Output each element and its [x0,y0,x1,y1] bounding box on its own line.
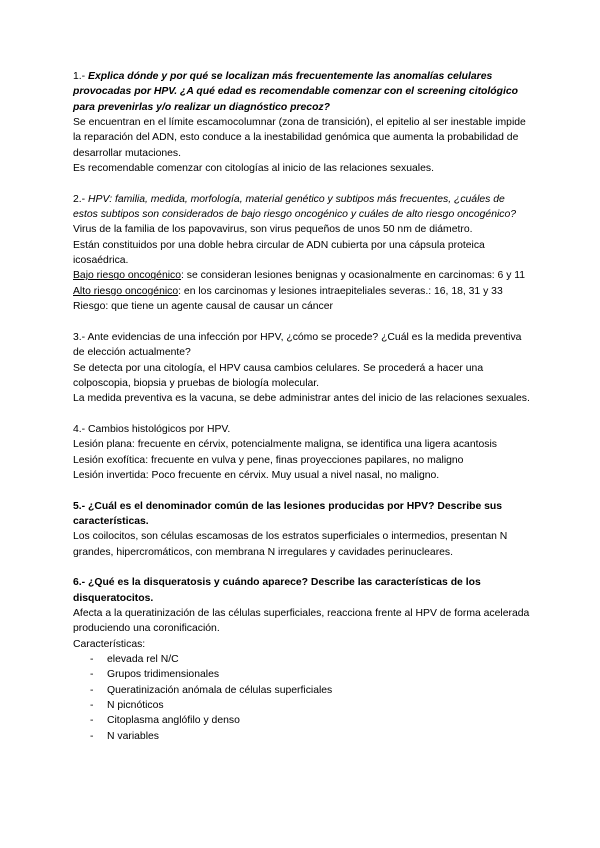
list-item [90,729,530,744]
question-2 [73,192,530,223]
list-item [90,652,530,667]
low-risk-label: Bajo riesgo oncogénico [73,270,182,282]
answer-1-paragraph-1: Se encuentran en el límite escamocolumnar (zona de transición), el epitelio al ser inestable impide la reparación del ADN, esto conduce a la inestabilidad genómica que aumenta la probabilidad de desarrollar mutaciones. [73,117,526,159]
list-item-text: N variables [107,730,159,742]
question-section-5 [73,499,530,560]
risk-definition: Riesgo: que tiene un agente causal de causar un cáncer [73,301,333,313]
question-number-6: 6.- [73,577,89,589]
question-section-2 [73,192,530,315]
list-bullet: - [90,715,94,727]
list-item [90,667,530,682]
list-item-text: Grupos tridimensionales [107,669,220,681]
question-number-2: 2.- [73,193,89,205]
high-risk-label: Alto riesgo oncogénico [73,285,179,297]
low-risk-line [73,268,530,283]
question-section-6 [73,575,530,744]
question-4 [73,422,530,437]
answer-6-paragraph-2: Características: [73,638,146,650]
answer-3-paragraph-2: La medida preventiva es la vacuna, se debe administrar antes del inicio de las relaciones sexuales. [73,393,530,405]
question-text-2: HPV: familia, medida, morfología, material genético y subtipos más frecuentes, ¿cuáles de estos subtipos son considerados de bajo riesgo oncogénico y cuáles de alto riesgo oncogénico? [73,193,517,221]
list-item-text: N picnóticos [107,700,164,712]
list-item-text: Citoplasma anglófilo y denso [107,715,240,727]
list-item-text: elevada rel N/C [107,654,179,666]
list-bullet: - [90,684,94,696]
question-section-3 [73,330,530,407]
low-risk-text: : se consideran lesiones benignas y ocasionalmente en carcinomas: 6 y 11 [181,270,526,282]
list-item [90,698,530,713]
list-bullet: - [90,654,94,666]
question-number-4: 4.- [73,423,89,435]
characteristics-list [73,652,530,744]
answer-4-paragraph-3: Lesión invertida: Poco frecuente en cérvix. Muy usual a nivel nasal, no maligno. [73,469,440,481]
answer-5-paragraph-1: Los coilocitos, son células escamosas de los estratos superficiales o intermedios, presentan N grandes, hipercromáticos, con membrana N irregulares y cavidades perinucleares. [73,531,508,558]
list-item-text: Queratinización anómala de células superficiales [107,684,333,696]
answer-4-paragraph-2: Lesión exofítica: frecuente en vulva y pene, finas proyecciones papilares, no maligno [73,454,464,466]
question-number-1: 1.- [73,71,89,82]
question-6 [73,575,530,606]
list-bullet: - [90,669,94,681]
list-item [90,713,530,728]
high-risk-line [73,284,530,299]
question-5 [73,499,530,530]
question-text-5: ¿Cuál es el denominador común de las lesiones producidas por HPV? Describe sus características. [73,500,503,527]
answer-3-paragraph-1: Se detecta por una citología, el HPV causa cambios celulares. Se procederá a hacer una colposcopia, biopsia y pruebas de biología molecular. [73,362,484,389]
question-number-3: 3.- [73,331,88,343]
question-1 [73,69,530,115]
list-bullet: - [90,730,94,742]
answer-6-paragraph-1: Afecta a la queratinización de las células superficiales, reacciona frente al HPV de forma acelerada produciendo una coronificación. [73,608,530,635]
answer-2-paragraph-1: Virus de la familia de los papovavirus, son virus pequeños de unos 50 nm de diámetro. [73,224,473,236]
question-text-4: Cambios histológicos por HPV. [88,423,231,435]
answer-1-paragraph-2: Es recomendable comenzar con citologías al inicio de las relaciones sexuales. [73,163,434,175]
question-section-4 [73,422,530,483]
question-3 [73,330,530,361]
list-item [90,683,530,698]
answer-4-paragraph-1: Lesión plana: frecuente en cérvix, potencialmente maligna, se identifica una ligera acantosis [73,439,497,451]
answer-2-paragraph-2: Están constituidos por una doble hebra circular de ADN cubierta por una cápsula proteica icosaédrica. [73,239,485,267]
high-risk-text: : en los carcinomas y lesiones intraepiteliales severas.: 16, 18, 31 y 33 [178,285,503,297]
question-text-3: Ante evidencias de una infección por HPV, ¿cómo se procede? ¿Cuál es la medida preventiva de elección actualmente? [73,331,522,359]
list-bullet: - [90,700,94,712]
question-text-1: Explica dónde y por qué se localizan más frecuentemente las anomalías celulares provocadas por HPV. ¿A qué edad es recomendable comenzar con el screening citológico para prevenirlas y/o realizar un diagnóstico precoz? [73,71,519,113]
question-text-6: ¿Qué es la disqueratosis y cuándo aparece? Describe las características de los disqueratocitos. [73,577,481,604]
question-number-5: 5.- [73,500,89,512]
question-section-1 [73,69,530,176]
